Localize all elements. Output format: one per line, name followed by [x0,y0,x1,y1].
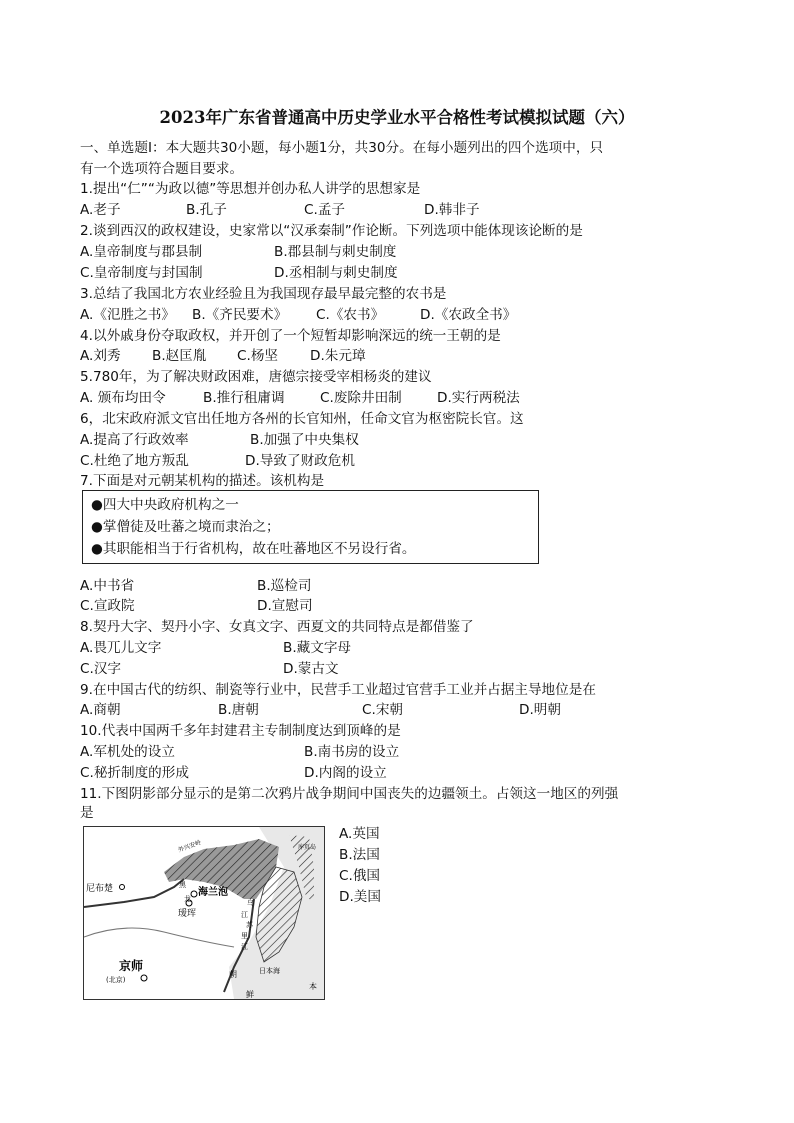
option: B.藏文字母 [283,640,352,656]
city-marker [120,885,125,890]
map-label: 外兴安岭 [177,839,203,854]
map-label: 海兰泡 [198,887,228,898]
option: D.美国 [339,889,381,905]
option: B.巡检司 [257,578,312,594]
map-label: (北京) [106,976,126,984]
question-stem: 2.谈到西汉的政权建设，史家常以“汉承秦制”作论断。下列选项中能体现该论断的是 [80,223,583,239]
option: A. 颁布均田令 [80,390,166,406]
question-stem: 3.总结了我国北方农业经验且为我国现存最早最完整的农书是 [80,286,447,302]
section-instructions-cont: 有一个选项符合题目要求。 [80,161,244,177]
question-stem: 4.以外戚身份夺取政权，并开创了一个短暂却影响深远的统一王朝的是 [80,328,501,344]
option: D.明朝 [519,702,561,718]
map-label: 日本海 [259,967,280,975]
map-label: 朝 [229,970,237,979]
option: D.导致了财政危机 [245,453,355,469]
option: C.宋朝 [362,702,404,718]
option: A.皇帝制度与郡县制 [80,244,203,260]
question-stem-cont: 是 [80,805,94,821]
question-stem: 11.下图阴影部分显示的是第二次鸦片战争期间中国丧失的边疆领土。占领这一地区的列强 [80,786,619,802]
option: C.孟子 [304,202,346,218]
box-line: ●其职能相当于行省机构，故在吐蕃地区不另设行省。 [91,541,416,557]
map-label: 尼布楚 [86,884,114,894]
map-label: 本 [309,982,317,991]
option: C.《农书》 [316,307,385,323]
question-stem: 1.提出“仁”“为政以德”等思想并创办私人讲学的思想家是 [80,181,421,197]
description-box [82,490,539,564]
option: A.老子 [80,202,121,218]
option: A.提高了行政效率 [80,432,189,448]
question-stem: 9.在中国古代的纺织、制瓷等行业中，民营手工业超过官营手工业并占据主导地位是在 [80,682,596,698]
map-label: 鲜 [246,990,254,999]
question-stem: 10.代表中国两千多年封建君主专制制度达到顶峰的是 [80,723,401,739]
option: C.皇帝制度与封国制 [80,265,203,281]
map-label: 京师 [119,959,144,973]
option: A.军机处的设立 [80,744,175,760]
option: D.《农政全书》 [420,307,517,323]
option: D.丞相制与刺史制度 [274,265,398,281]
map-label: 瑷珲 [178,909,197,919]
option: A.英国 [339,826,380,842]
box-line: ●掌僧徒及吐蕃之境而隶治之； [91,519,280,535]
option: D.内阁的设立 [304,765,387,781]
option: D.蒙古文 [283,661,339,677]
map-label: 苏 [246,921,253,929]
option: D.朱元璋 [310,348,366,364]
option: C.秘折制度的形成 [80,765,189,781]
option: B.法国 [339,847,380,863]
map-label: 黑 [179,881,186,889]
option: C.杨坚 [237,348,279,364]
option: B.唐朝 [218,702,259,718]
section-instructions: 一、单选题Ⅰ：本大题共30小题，每小题1分，共30分。在每小题列出的四个选项中，只 [80,140,604,156]
option: D.实行两税法 [437,390,520,406]
option: C.废除井田制 [320,390,402,406]
map-label: 库页岛 [298,844,317,851]
question-stem: 8.契丹大字、契丹小字、女真文字、西夏文的共同特点是都借鉴了 [80,619,474,635]
option: C.汉字 [80,661,122,677]
map-label: 龙 [184,895,191,903]
option: C.杜绝了地方叛乱 [80,453,189,469]
page-title: 2023年广东省普通高中历史学业水平合格性考试模拟试题（六） [159,108,635,127]
map-label: 江 [241,943,248,951]
river [84,928,234,947]
option: C.宣政院 [80,598,135,614]
historical-map [83,826,325,1000]
option: B.赵匡胤 [152,348,207,364]
option: D.宣慰司 [257,598,313,614]
question-stem: 5.780年，为了解决财政困难，唐德宗接受宰相杨炎的建议 [80,369,432,385]
option: B.加强了中央集权 [250,432,359,448]
option: A.商朝 [80,702,121,718]
question-stem: 6，北宋政府派文官出任地方各州的长官知州，任命文官为枢密院长官。这 [80,411,524,427]
capital-marker [141,975,147,981]
option: B.《齐民要术》 [192,307,288,323]
option: B.孔子 [186,202,227,218]
city-marker [191,891,197,897]
option: A.刘秀 [80,348,121,364]
option: B.郡县制与刺史制度 [274,244,397,260]
option: B.南书房的设立 [304,744,400,760]
map-label: 江 [241,911,248,919]
question-stem: 7.下面是对元朝某机构的描述。该机构是 [80,473,325,489]
map-label: 里 [241,932,248,940]
option: B.推行租庸调 [203,390,285,406]
option: A.畏兀儿文字 [80,640,162,656]
option: A.中书省 [80,578,135,594]
map-label: 乌 [247,899,254,907]
map-drawing [84,827,324,999]
box-line: ●四大中央政府机构之一 [91,497,239,513]
option: D.韩非子 [424,202,480,218]
option: C.俄国 [339,868,381,884]
option: A.《氾胜之书》 [80,307,175,323]
